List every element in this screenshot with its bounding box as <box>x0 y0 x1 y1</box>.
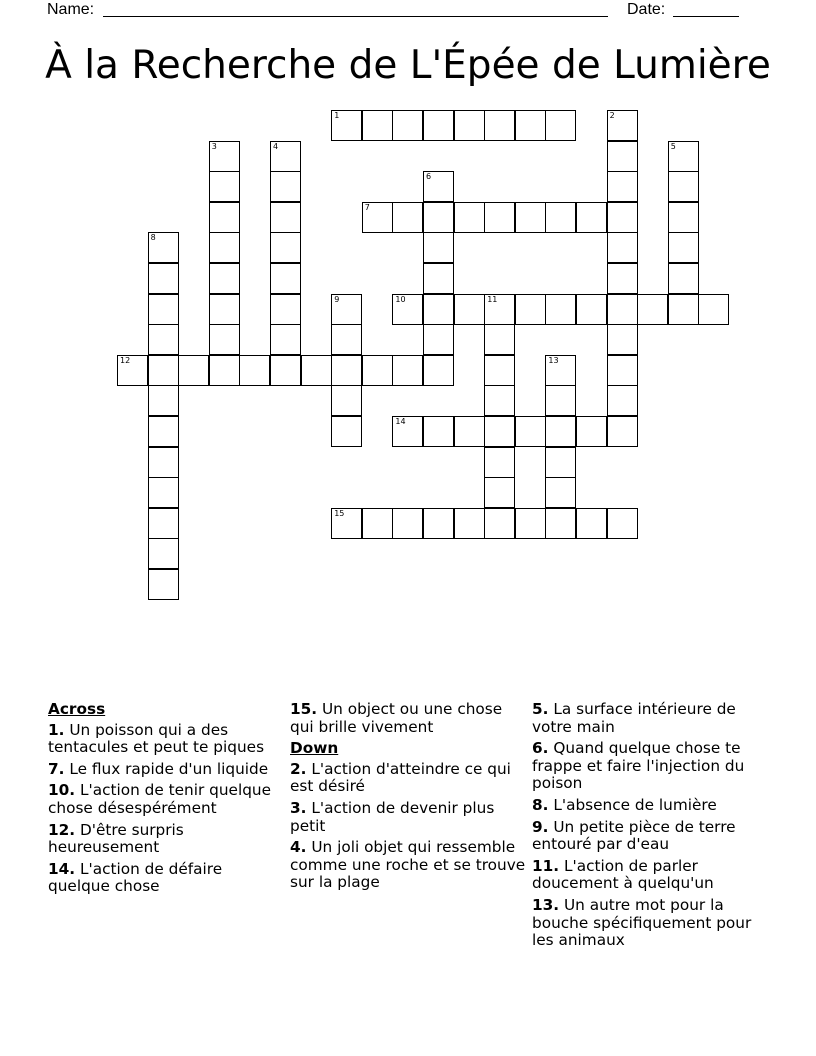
cell-number: 13 <box>548 355 559 365</box>
grid-cell[interactable] <box>148 355 179 386</box>
grid-cell[interactable] <box>607 171 638 202</box>
clue-text: Un object ou une chose qui brille vivement <box>290 700 503 736</box>
clue-number: 6. <box>532 739 549 758</box>
clue-down-6 <box>532 740 768 793</box>
clue-down-2 <box>290 761 526 796</box>
clue-down-13 <box>532 897 768 950</box>
cell-number: 5 <box>670 141 676 151</box>
grid-cell[interactable] <box>607 110 638 141</box>
grid-cell[interactable] <box>209 232 240 263</box>
grid-cell[interactable] <box>576 508 607 539</box>
clue-number: 12. <box>48 820 76 839</box>
grid-cell[interactable] <box>148 416 179 447</box>
grid-cell[interactable] <box>209 294 240 325</box>
grid-cell[interactable] <box>423 202 454 233</box>
grid-cell[interactable] <box>423 416 454 447</box>
clue-down-4 <box>290 839 526 892</box>
cell-number: 10 <box>395 294 406 304</box>
clue-column-3 <box>532 701 768 954</box>
grid-cell[interactable] <box>545 355 576 386</box>
grid-cell[interactable] <box>392 355 423 386</box>
cell-number: 8 <box>150 233 156 243</box>
grid-cell[interactable] <box>545 294 576 325</box>
grid-cell[interactable] <box>148 538 179 569</box>
grid-cell[interactable] <box>484 385 515 416</box>
clue-text: Un poisson qui a des tentacules et peut te piques <box>48 720 265 757</box>
grid-cell[interactable] <box>423 110 454 141</box>
grid-cell[interactable] <box>607 263 638 294</box>
grid-cell[interactable] <box>515 416 546 447</box>
clue-column-1 <box>48 701 284 900</box>
clue-text: L'absence de lumière <box>553 795 717 814</box>
grid-cell[interactable] <box>423 263 454 294</box>
clue-down-9 <box>532 819 768 854</box>
clue-column-2 <box>290 701 526 896</box>
cell-number: 1 <box>334 111 340 120</box>
grid-cell[interactable] <box>454 294 485 325</box>
clue-text: L'action de défaire quelque chose <box>48 859 223 896</box>
cell-number: 7 <box>364 202 370 212</box>
grid-cell[interactable] <box>668 141 699 172</box>
grid-cell[interactable] <box>331 294 362 325</box>
grid-cell[interactable] <box>270 232 301 263</box>
grid-cell[interactable] <box>668 294 699 325</box>
grid-cell[interactable] <box>362 202 393 233</box>
clue-text: Un autre mot pour la bouche spécifiquement pour les animaux <box>532 895 752 950</box>
grid-cell[interactable] <box>668 202 699 233</box>
grid-cell[interactable] <box>668 232 699 263</box>
clue-number: 1. <box>48 720 65 739</box>
cell-number: 15 <box>334 508 345 518</box>
grid-cell[interactable] <box>331 416 362 447</box>
grid-cell[interactable] <box>148 232 179 263</box>
grid-cell[interactable] <box>148 569 179 600</box>
cell-number: 6 <box>426 172 432 182</box>
grid-cell[interactable] <box>607 141 638 172</box>
grid-cell[interactable] <box>392 294 423 325</box>
clue-number: 7. <box>48 759 65 778</box>
grid-cell[interactable] <box>607 355 638 386</box>
grid-cell[interactable] <box>148 477 179 508</box>
clue-text: Un petite pièce de terre entouré par d'eau <box>532 817 736 854</box>
grid-cell[interactable] <box>515 508 546 539</box>
grid-cell[interactable] <box>668 171 699 202</box>
grid-cell[interactable] <box>545 508 576 539</box>
grid-cell[interactable] <box>484 416 515 447</box>
grid-cell[interactable] <box>423 508 454 539</box>
grid-cell[interactable] <box>607 202 638 233</box>
clue-across-14 <box>48 861 284 896</box>
cell-number: 2 <box>609 111 615 120</box>
grid-cell[interactable] <box>392 416 423 447</box>
clue-text: D'être surpris heureusement <box>48 820 184 857</box>
clue-text: Un joli objet qui ressemble comme une roche et se trouve sur la plage <box>290 838 526 892</box>
grid-cell[interactable] <box>209 141 240 172</box>
clue-text: L'action d'atteindre ce qui est désiré <box>290 759 511 796</box>
grid-cell[interactable] <box>454 416 485 447</box>
grid-cell[interactable] <box>515 202 546 233</box>
grid-cell[interactable] <box>209 263 240 294</box>
grid-cell[interactable] <box>362 508 393 539</box>
clue-down-3 <box>290 800 526 835</box>
clue-down-5 <box>532 701 768 736</box>
grid-cell[interactable] <box>209 202 240 233</box>
grid-cell[interactable] <box>270 324 301 355</box>
grid-cell[interactable] <box>484 477 515 508</box>
down-heading: Down <box>290 739 339 758</box>
grid-cell[interactable] <box>576 294 607 325</box>
grid-cell[interactable] <box>392 110 423 141</box>
grid-cell[interactable] <box>301 355 332 386</box>
clue-down-11 <box>532 858 768 893</box>
clue-number: 10. <box>48 781 76 800</box>
clue-across-12 <box>48 822 284 857</box>
page-title: À la Recherche de L'Épée de Lumière <box>45 43 771 88</box>
grid-cell[interactable] <box>148 508 179 539</box>
grid-cell[interactable] <box>270 263 301 294</box>
grid-cell[interactable] <box>178 355 209 386</box>
grid-cell[interactable] <box>484 447 515 478</box>
grid-cell[interactable] <box>545 110 576 141</box>
grid-cell[interactable] <box>607 232 638 263</box>
grid-cell[interactable] <box>668 263 699 294</box>
grid-cell[interactable] <box>607 508 638 539</box>
grid-cell[interactable] <box>148 324 179 355</box>
grid-cell[interactable] <box>484 355 515 386</box>
grid-cell[interactable] <box>545 447 576 478</box>
grid-cell[interactable] <box>148 447 179 478</box>
grid-cell[interactable] <box>148 263 179 294</box>
grid-cell[interactable] <box>484 110 515 141</box>
grid-cell[interactable] <box>576 416 607 447</box>
clue-number: 4. <box>290 838 307 857</box>
clue-number: 14. <box>48 859 76 878</box>
cell-number: 14 <box>395 417 406 426</box>
grid-cell[interactable] <box>209 171 240 202</box>
grid-cell[interactable] <box>270 141 301 172</box>
grid-cell[interactable] <box>239 355 270 386</box>
grid-cell[interactable] <box>270 202 301 233</box>
across-heading: Across <box>48 700 106 718</box>
grid-cell[interactable] <box>454 508 485 539</box>
clue-across-15 <box>290 701 526 736</box>
grid-cell[interactable] <box>270 355 301 386</box>
grid-cell[interactable] <box>607 324 638 355</box>
clue-number: 11. <box>532 856 560 875</box>
grid-cell[interactable] <box>392 202 423 233</box>
grid-cell[interactable] <box>484 202 515 233</box>
grid-cell[interactable] <box>423 294 454 325</box>
name-label: Name: <box>47 1 95 18</box>
clue-text: Quand quelque chose te frappe et faire l'injection du poison <box>532 739 745 793</box>
grid-cell[interactable] <box>607 385 638 416</box>
grid-cell[interactable] <box>331 385 362 416</box>
date-label: Date: <box>627 1 666 18</box>
grid-cell[interactable] <box>148 294 179 325</box>
grid-cell[interactable] <box>209 324 240 355</box>
grid-cell[interactable] <box>607 416 638 447</box>
clue-number: 2. <box>290 759 307 778</box>
clue-across-10 <box>48 782 284 817</box>
grid-cell[interactable] <box>484 508 515 539</box>
cell-number: 4 <box>273 141 279 151</box>
clue-number: 13. <box>532 895 560 914</box>
cell-number: 11 <box>487 294 498 304</box>
clue-number: 3. <box>290 798 307 817</box>
cell-number: 3 <box>211 141 217 151</box>
cell-number: 9 <box>334 294 340 304</box>
clue-down-8 <box>532 797 768 815</box>
grid-cell[interactable] <box>576 202 607 233</box>
grid-cell[interactable] <box>331 324 362 355</box>
grid-cell[interactable] <box>607 294 638 325</box>
grid-cell[interactable] <box>392 508 423 539</box>
clue-number: 5. <box>532 700 549 718</box>
grid-cell[interactable] <box>423 232 454 263</box>
grid-cell[interactable] <box>117 355 148 386</box>
clue-number: 8. <box>532 795 549 814</box>
clue-number: 15. <box>290 700 318 718</box>
grid-cell[interactable] <box>270 171 301 202</box>
grid-cell[interactable] <box>545 202 576 233</box>
cell-number: 12 <box>120 355 131 365</box>
grid-cell[interactable] <box>331 355 362 386</box>
grid-cell[interactable] <box>423 171 454 202</box>
clue-text: Le flux rapide d'un liquide <box>69 759 269 778</box>
grid-cell[interactable] <box>637 294 668 325</box>
clue-text: L'action de devenir plus petit <box>290 798 495 835</box>
clue-text: La surface intérieure de votre main <box>532 700 736 736</box>
grid-cell[interactable] <box>362 355 393 386</box>
clue-text: L'action de parler doucement à quelqu'un <box>532 856 714 893</box>
grid-cell[interactable] <box>698 294 729 325</box>
grid-cell[interactable] <box>331 110 362 141</box>
grid-cell[interactable] <box>484 294 515 325</box>
grid-cell[interactable] <box>423 355 454 386</box>
grid-cell[interactable] <box>515 294 546 325</box>
grid-cell[interactable] <box>209 355 240 386</box>
grid-cell[interactable] <box>515 110 546 141</box>
grid-cell[interactable] <box>362 110 393 141</box>
grid-cell[interactable] <box>148 385 179 416</box>
grid-cell[interactable] <box>454 110 485 141</box>
grid-cell[interactable] <box>270 294 301 325</box>
grid-cell[interactable] <box>545 477 576 508</box>
grid-cell[interactable] <box>454 202 485 233</box>
grid-cell[interactable] <box>484 324 515 355</box>
clue-number: 9. <box>532 817 549 836</box>
clue-text: L'action de tenir quelque chose désespérément <box>48 781 272 817</box>
grid-cell[interactable] <box>331 508 362 539</box>
clue-across-7 <box>48 761 284 779</box>
grid-cell[interactable] <box>545 416 576 447</box>
clue-across-1 <box>48 722 284 757</box>
grid-cell[interactable] <box>423 324 454 355</box>
grid-cell[interactable] <box>545 385 576 416</box>
